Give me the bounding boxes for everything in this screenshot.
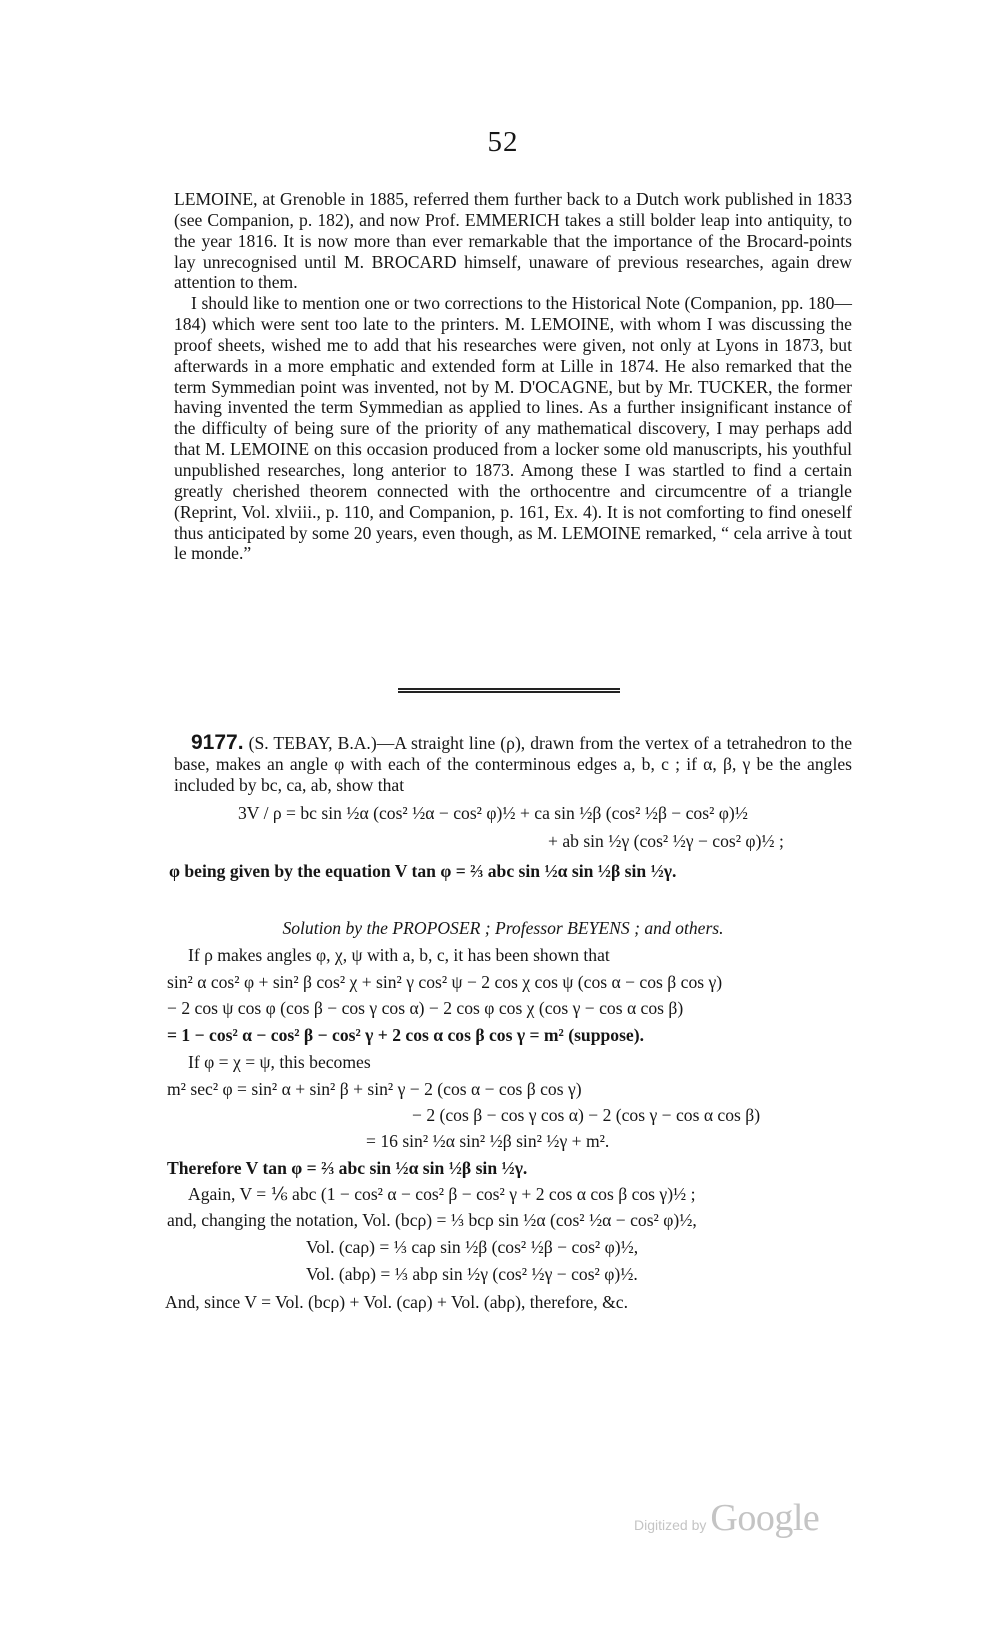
note-paragraph-1: LEMOINE, at Grenoble in 1885, referred them further back to a Dutch work published in 1833 (see Companion, p. 182), and now Prof. EMMERICH takes a still bolder leap into antiquity, to the year 1816. It is now more than ever remarkable that the importance of the Brocard-points lay unrecognised until M. BROCARD himself, unaware of previous researches, again drew attention to them. [174, 189, 852, 293]
solution-line: Vol. (abρ) = ⅓ abρ sin ½γ (cos² ½γ − cos² φ)½. [306, 1264, 638, 1284]
question-number: 9177. [191, 731, 244, 754]
question-text-line-2: a tetrahedron to the base, makes an angle φ with each of the conterminous [174, 733, 852, 774]
question-formula-line-2: + ab sin ½γ (cos² ½γ − cos² φ)½ ; [548, 831, 784, 851]
solution-line: and, changing the notation, Vol. (bcρ) = ⅓ bcρ sin ½α (cos² ½α − cos² φ)½, [167, 1210, 697, 1230]
page-number: 52 [487, 126, 519, 158]
solution-line: = 16 sin² ½α sin² ½β sin² ½γ + m². [366, 1131, 610, 1151]
solution-line: − 2 cos ψ cos φ (cos β − cos γ cos α) − 2 cos φ cos χ (cos γ − cos α cos β) [167, 998, 684, 1018]
solution-line: − 2 (cos β − cos γ cos α) − 2 (cos γ − cos α cos β) [412, 1105, 761, 1125]
solution-line: m² sec² φ = sin² α + sin² β + sin² γ − 2 (cos α − cos β cos γ) [167, 1079, 582, 1099]
solution-line: If ρ makes angles φ, χ, ψ with a, b, c, it has been shown that [188, 945, 610, 965]
solution-line: Therefore V tan φ = ⅔ abc sin ½α sin ½β sin ½γ. [167, 1158, 528, 1178]
solution-line: = 1 − cos² α − cos² β − cos² γ + 2 cos α cos β cos γ = m² (suppose). [167, 1025, 644, 1045]
historical-note [174, 189, 852, 564]
digitized-by-google-watermark [634, 1496, 819, 1540]
section-divider [398, 688, 620, 693]
question-formula-line-1: 3V / ρ = bc sin ½α (cos² ½α − cos² φ)½ + ca sin ½β (cos² ½β − cos² φ)½ [238, 803, 748, 823]
question-text-line-3: edges a, b, c ; if α, β, γ be the angles included by bc, ca, ab, show that [174, 753, 852, 795]
google-logo-text: Google [710, 1497, 820, 1539]
solution-line: If φ = χ = ψ, this becomes [188, 1052, 371, 1072]
solution-line: sin² α cos² φ + sin² β cos² χ + sin² γ cos² ψ − 2 cos χ cos ψ (cos α − cos β cos γ) [167, 972, 723, 992]
solution-line: Again, V = ⅙ abc (1 − cos² α − cos² β − cos² γ + 2 cos α cos β cos γ)½ ; [188, 1184, 696, 1204]
solution-heading: Solution by the PROPOSER ; Professor BEYENS ; and others. [282, 918, 724, 938]
question-author: (S. TEBAY, B.A.) [248, 733, 377, 753]
solution-line: Vol. (caρ) = ⅓ caρ sin ½β (cos² ½β − cos² φ)½, [306, 1237, 639, 1257]
watermark-prefix: Digitized by [634, 1517, 707, 1533]
question-condition: φ being given by the equation V tan φ = ⅔ abc sin ½α sin ½β sin ½γ. [169, 861, 677, 881]
solution-line: And, since V = Vol. (bcρ) + Vol. (caρ) + Vol. (abρ), therefore, &c. [165, 1292, 628, 1312]
question-text-line-1: —A straight line (ρ), drawn from the vertex of [376, 733, 709, 753]
question-statement [174, 733, 852, 796]
note-paragraph-2: I should like to mention one or two corrections to the Historical Note (Companion, pp. 180—184) which were sent too late to the printers. M. LEMOINE, with whom I was discussing the proof sheets, wished me to add that his researches were given, not only at Lyons in 1873, but afterwards in a more emphatic and extended form at Lille in 1874. He also remarked that the term Symmedian point was invented, not by M. D'OCAGNE, but by Mr. TUCKER, the former having invented the term Symmedian as applied to lines. As a further insignificant instance of the difficulty of being sure of the priority of any mathematical discovery, I may perhaps add that M. LEMOINE on this occasion produced from a locker some old manuscripts, his youthful unpublished researches, long anterior to 1873. Among these I was startled to find a certain greatly cherished theorem connected with the orthocentre and circumcentre of a triangle (Reprint, Vol. xlviii., p. 110, and Companion, p. 161, Ex. 4). It is not comforting to find oneself thus anticipated by some 20 years, even though, as M. LEMOINE remarked, “ cela arrive à tout le monde.” [174, 293, 852, 564]
